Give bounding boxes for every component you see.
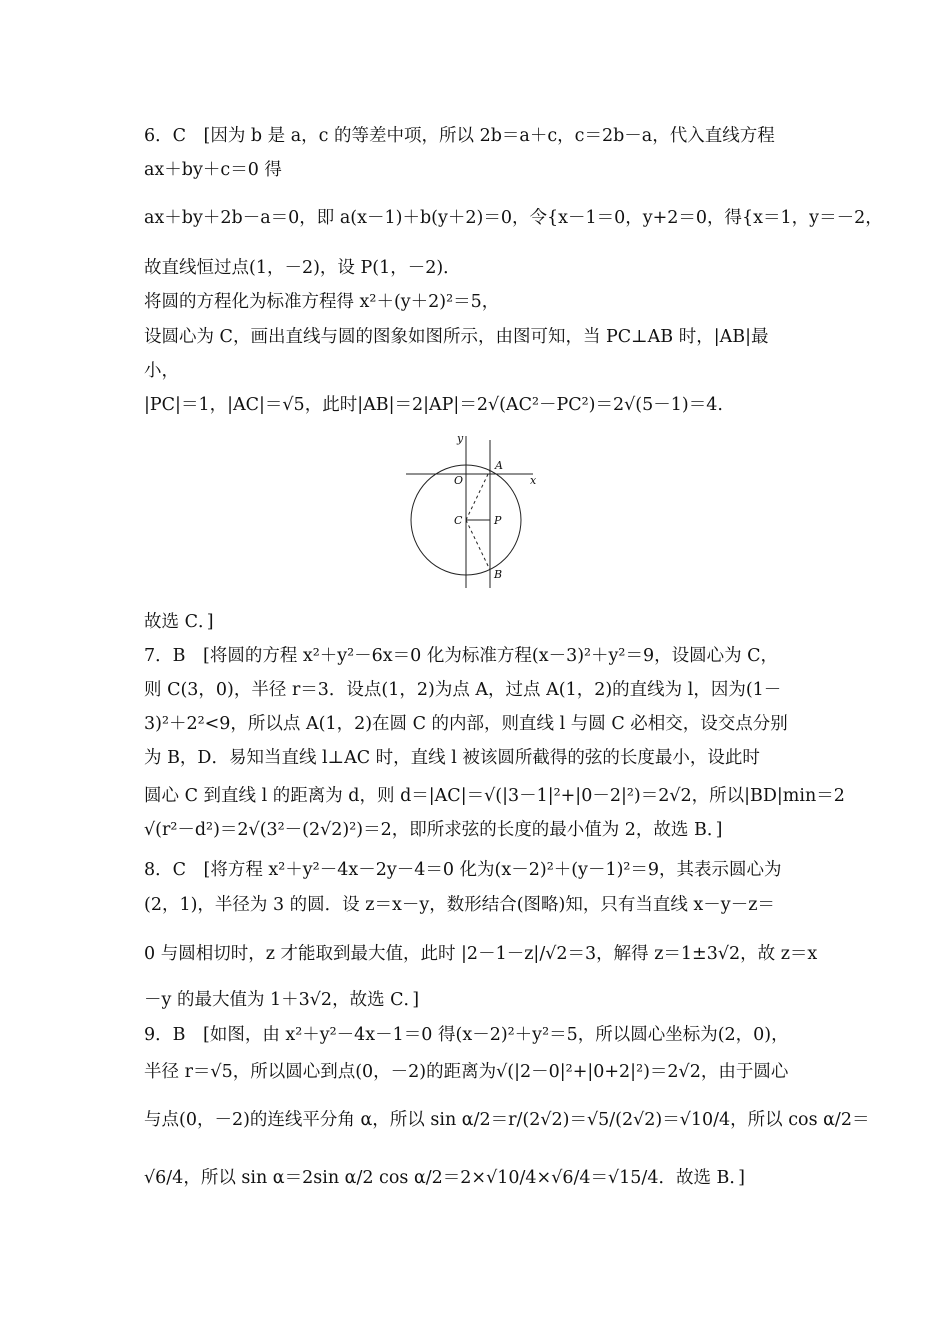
- text-line: ax＋by＋2b－a＝0，即 a(x－1)＋b(y＋2)＝0，令{x－1＝0，y+2＝0，得{x＝1，y＝－2，: [144, 208, 883, 228]
- text-line: √(r²－d²)＝2√(3²－(2√2)²)＝2，即所求弦的长度的最小值为 2，故选 B．]: [144, 820, 723, 840]
- text-line: 半径 r＝√5，所以圆心到点(0，－2)的距离为√(|2－0|²+|0+2|²)＝2√2，由于圆心: [144, 1062, 789, 1082]
- segment-cb: [466, 520, 490, 570]
- text-line: 0 与圆相切时，z 才能取到最大值，此时 |2－1－z|/√2＝3，解得 z＝1±3√2，故 z＝x: [144, 944, 818, 964]
- text-line: 则 C(3，0)，半径 r＝3．设点(1，2)为点 A，过点 A(1，2)的直线为 l，因为(1－: [144, 680, 782, 700]
- text-line: |PC|＝1，|AC|＝√5，此时|AB|＝2|AP|＝2√(AC²－PC²)＝2√(5－1)＝4.: [144, 395, 723, 415]
- label-y: y: [457, 432, 464, 445]
- text-line: √6/4，所以 sin α＝2sin α/2 cos α/2＝2×√10/4×√6/4＝√15/4．故选 B．]: [144, 1168, 745, 1188]
- text-line: 圆心 C 到直线 l 的距离为 d，则 d＝|AC|＝√(|3－1|²+|0－2|²)＝2√2，所以|BD|min＝2: [144, 786, 845, 806]
- text-line: (2，1)，半径为 3 的圆．设 z＝x－y，数形结合(图略)知，只有当直线 x－y－z＝: [144, 895, 775, 915]
- text-line: ax＋by＋c＝0 得: [144, 160, 282, 180]
- segment-ca: [466, 470, 490, 520]
- label-x: x: [530, 474, 537, 487]
- label-c: C: [454, 514, 463, 527]
- text-line: 小，: [144, 361, 179, 381]
- text-line: 与点(0，－2)的连线平分角 α，所以 sin α/2＝r/(2√2)＝√5/(2√2)＝√10/4，所以 cos α/2＝: [144, 1110, 870, 1130]
- label-a: A: [495, 459, 503, 472]
- label-b: B: [494, 568, 503, 581]
- circle-line-figure: [400, 432, 550, 592]
- text-line: 3)²＋2²<9，所以点 A(1，2)在圆 C 的内部，则直线 l 与圆 C 必相交，设交点分别: [144, 714, 788, 734]
- label-p: P: [494, 514, 502, 527]
- text-line: 为 B，D．易知当直线 l⊥AC 时，直线 l 被该圆所截得的弦的长度最小，设此时: [144, 748, 760, 768]
- text-line: －y 的最大值为 1＋3√2，故选 C．]: [144, 990, 420, 1010]
- text-line: 7．B [将圆的方程 x²＋y²－6x＝0 化为标准方程(x－3)²＋y²＝9，设圆心为 C，: [144, 646, 779, 666]
- text-line: 设圆心为 C，画出直线与圆的图象如图所示，由图可知，当 PC⊥AB 时，|AB|最: [144, 327, 769, 347]
- text-line: 故直线恒过点(1，－2)，设 P(1，－2)．: [144, 258, 461, 278]
- text-line: 将圆的方程化为标准方程得 x²＋(y＋2)²＝5，: [144, 292, 500, 312]
- text-line: 9．B [如图，由 x²＋y²－4x－1＝0 得(x－2)²＋y²＝5，所以圆心坐标为(2，0)，: [144, 1025, 789, 1045]
- label-o: O: [454, 474, 464, 487]
- text-line: 6．C [因为 b 是 a，c 的等差中项，所以 2b＝a＋c，c＝2b－a，代入直线方程: [144, 126, 775, 146]
- text-line: 故选 C．]: [144, 612, 214, 632]
- text-line: 8．C [将方程 x²＋y²－4x－2y－4＝0 化为(x－2)²＋(y－1)²＝9，其表示圆心为: [144, 860, 782, 880]
